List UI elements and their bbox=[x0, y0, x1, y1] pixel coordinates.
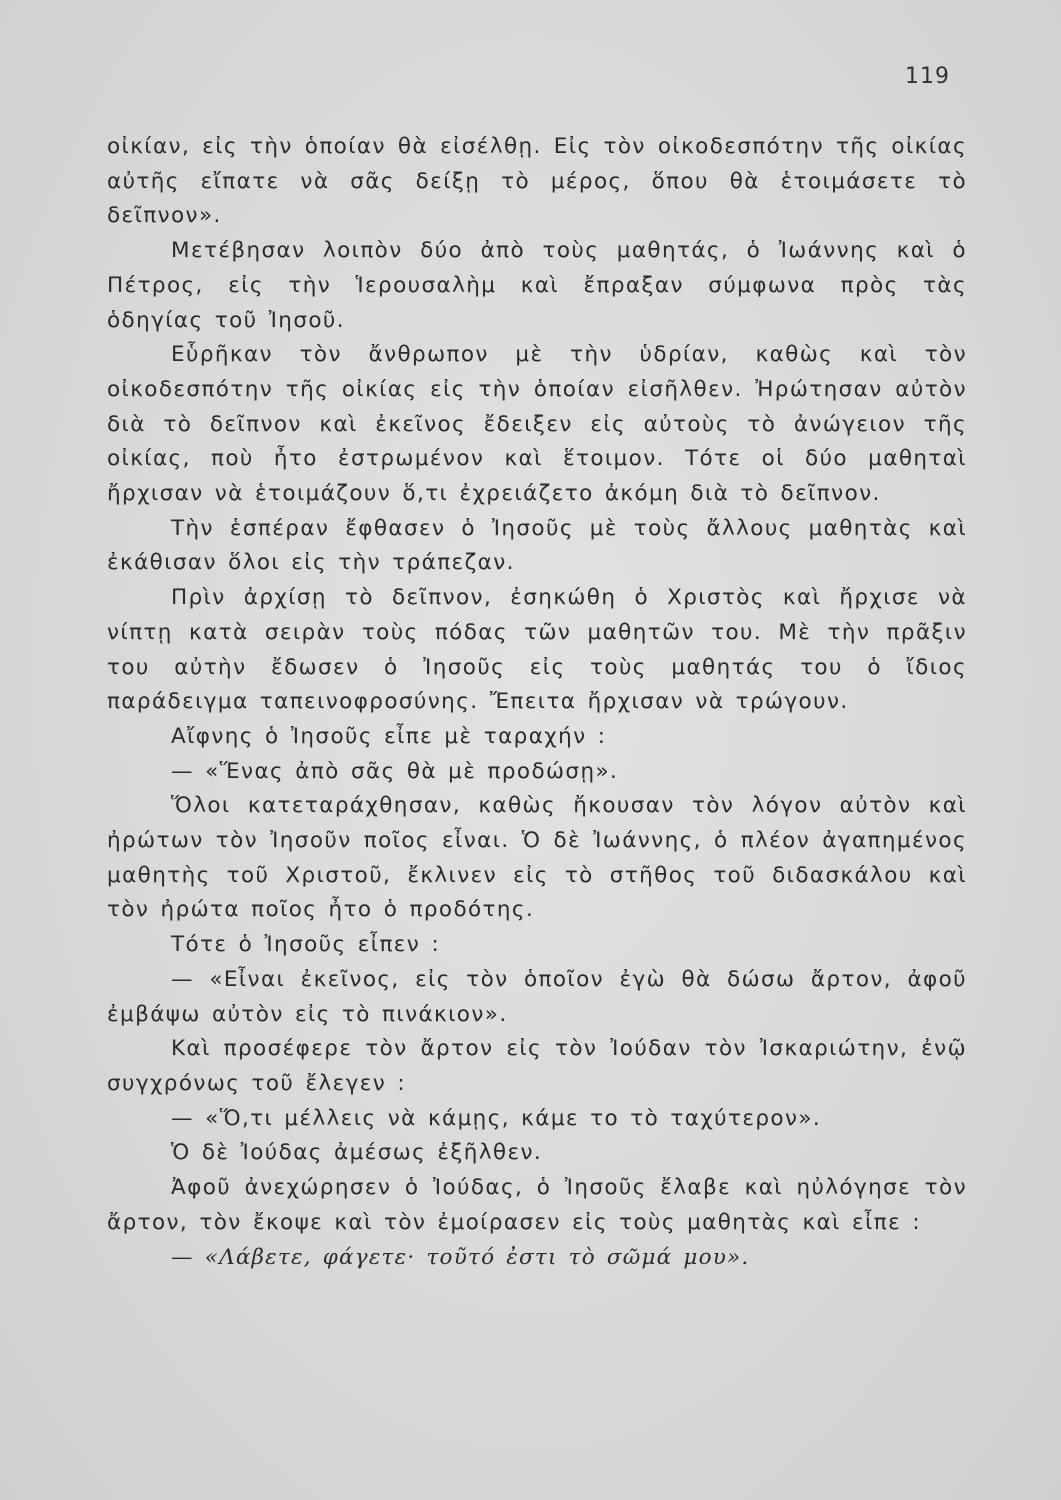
paragraph: Εὗρῆκαν τὸν ἄνθρωπον μὲ τὴν ὑδρίαν, καθὼς καὶ τὸν οἰκοδεσπότην τῆς οἰκίας εἰς τὴν ὁποίαν εἰσῆλθεν. Ἠρώτησαν αὐτὸν διὰ τὸ δεῖπνον καὶ ἐκεῖνος ἔδειξεν εἰς αὐτοὺς τὸ ἀνώγειον τῆς οἰκίας, ποὺ ἦτο ἐστρωμένον καὶ ἕτοιμον. Τότε οἱ δύο μαθηταὶ ἤρχισαν νὰ ἑτοιμάζουν ὅ,τι ἐχρειάζετο ἀκόμη διὰ τὸ δεῖπνον. bbox=[107, 342, 967, 507]
paragraph: Τότε ὁ Ἰησοῦς εἶπεν : bbox=[171, 932, 441, 958]
dialogue-line: — «Ὅ,τι μέλλεις νὰ κάμῃς, κάμε το τὸ ταχύτερον». bbox=[171, 1105, 822, 1131]
paragraph: Πρὶν ἀρχίσῃ τὸ δεῖπνον, ἐσηκώθη ὁ Χριστὸς καὶ ἤρχισε νὰ νίπτῃ κατὰ σειρὰν τοὺς πόδας τῶν μαθητῶν του. Μὲ τὴν πρᾶξιν του αὐτὴν ἔδωσεν ὁ Ἰησοῦς εἰς τοὺς μαθητάς του ὁ ἴδιος παράδειγμα ταπεινοφροσύνης. Ἔπειτα ἤρχισαν νὰ τρώγουν. bbox=[107, 585, 967, 715]
paragraph: Καὶ προσέφερε τὸν ἄρτον εἰς τὸν Ἰούδαν τὸν Ἰσκαριώτην, ἐνῷ συγχρόνως τοῦ ἔλεγεν : bbox=[107, 1036, 967, 1096]
paragraph: Τὴν ἑσπέραν ἔφθασεν ὁ Ἰησοῦς μὲ τοὺς ἄλλους μαθητὰς καὶ ἐκάθισαν ὅλοι εἰς τὴν τράπεζαν. bbox=[107, 515, 967, 576]
dialogue-line: — «Εἶναι ἐκεῖνος, εἰς τὸν ὁποῖον ἐγὼ θὰ δώσω ἄρτον, ἀφοῦ ἐμβάψω αὐτὸν εἰς τὸ πινάκιον». bbox=[107, 966, 967, 1027]
body-text bbox=[107, 130, 967, 1275]
paragraph: Ὁ δὲ Ἰούδας ἀμέσως ἐξῆλθεν. bbox=[171, 1140, 543, 1166]
dialogue-line-italic: — «Λάβετε, φάγετε· τοῦτό ἐστι τὸ σῶμά μου». bbox=[171, 1244, 750, 1270]
paragraph: Ἀφοῦ ἀνεχώρησεν ὁ Ἰούδας, ὁ Ἰησοῦς ἔλαβε καὶ ηὐλόγησε τὸν ἄρτον, τὸν ἔκοψε καὶ τὸν ἐμοίρασεν εἰς τοὺς μαθητὰς καὶ εἶπε : bbox=[107, 1175, 967, 1235]
paragraph: Μετέβησαν λοιπὸν δύο ἀπὸ τοὺς μαθητάς, ὁ Ἰωάννης καὶ ὁ Πέτρος, εἰς τὴν Ἱερουσαλὴμ καὶ ἔπραξαν σύμφωνα πρὸς τὰς ὁδηγίας τοῦ Ἰησοῦ. bbox=[107, 238, 967, 333]
paragraph: Αἴφνης ὁ Ἰησοῦς εἶπε μὲ ταραχήν : bbox=[171, 723, 607, 749]
paragraph: Ὅλοι κατεταράχθησαν, καθὼς ἤκουσαν τὸν λόγον αὐτὸν καὶ ἠρώτων τὸν Ἰησοῦν ποῖος εἶναι. Ὁ δὲ Ἰωάννης, ὁ πλέον ἀγαπημένος μαθητὴς τοῦ Χριστοῦ, ἔκλινεν εἰς τὸ στῆθος τοῦ διδασκάλου καὶ τὸν ἠρώτα ποῖος ἦτο ὁ προδότης. bbox=[107, 793, 967, 923]
page-number: 119 bbox=[905, 64, 950, 89]
dialogue-line: — «Ἕνας ἀπὸ σᾶς θὰ μὲ προδώσῃ». bbox=[171, 758, 619, 784]
paragraph: οἰκίαν, εἰς τὴν ὁποίαν θὰ εἰσέλθῃ. Εἰς τὸν οἰκοδεσπότην τῆς οἰκίας αὐτῆς εἴπατε νὰ σᾶς δείξῃ τὸ μέρος, ὅπου θὰ ἑτοιμάσετε τὸ δεῖπνον». bbox=[107, 134, 967, 229]
